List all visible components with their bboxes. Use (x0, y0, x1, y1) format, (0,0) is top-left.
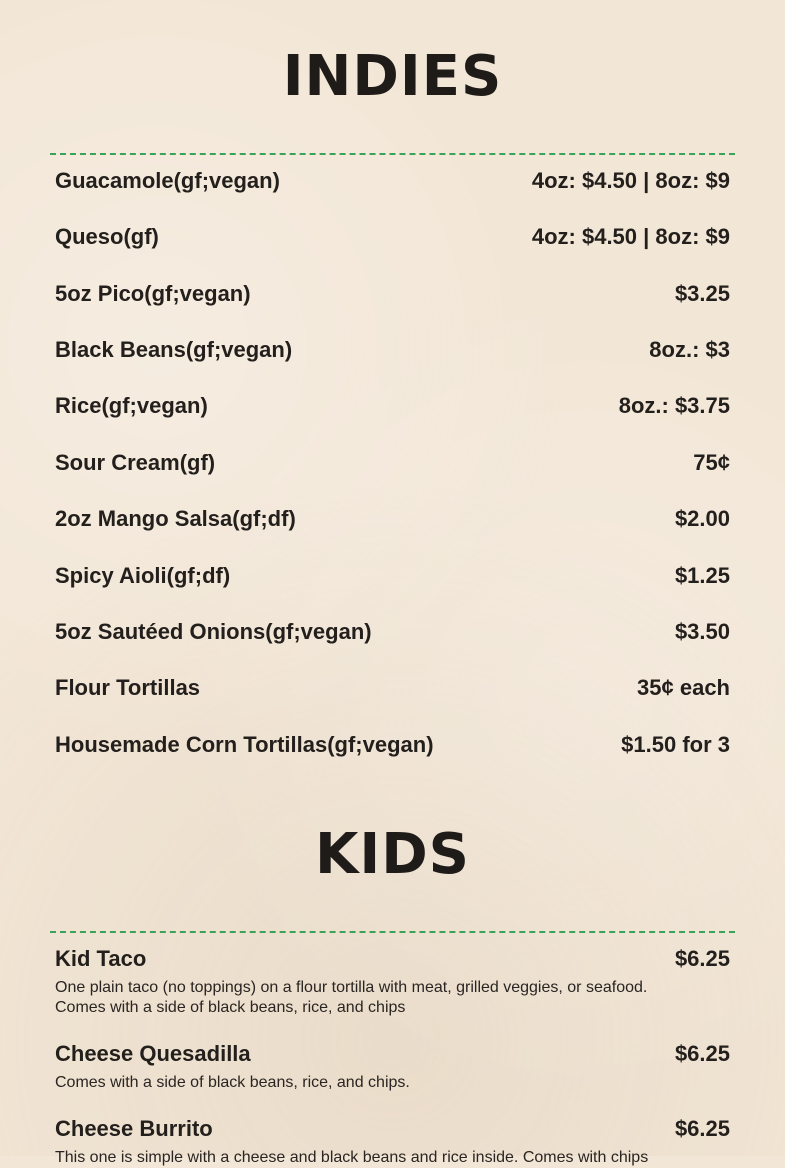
item-name: Sour Cream(gf) (55, 450, 216, 475)
menu-item (55, 619, 730, 645)
section-divider (50, 931, 735, 933)
item-price: $1.50 for 3 (621, 732, 730, 757)
menu-item (55, 675, 730, 701)
menu-item (55, 1041, 730, 1067)
item-name: Flour Tortillas (55, 675, 201, 700)
menu-item (55, 393, 730, 419)
section-divider (50, 153, 735, 155)
item-price: $1.25 (674, 563, 730, 588)
menu-item (55, 1116, 730, 1142)
menu-item (55, 337, 730, 363)
item-name: 5oz Sautéed Onions(gf;vegan) (55, 619, 372, 644)
menu-item (55, 506, 730, 532)
item-name: Rice(gf;vegan) (55, 393, 208, 418)
item-description: Comes with a side of black beans, rice, and chips. (55, 1074, 410, 1091)
section-title-kids: KIDS (314, 822, 471, 887)
menu-item (55, 168, 730, 194)
item-name: Cheese Quesadilla (55, 1041, 251, 1066)
menu-item (55, 732, 730, 758)
item-price: 8oz.: $3 (649, 337, 730, 362)
menu-item (55, 946, 730, 972)
item-price: 4oz: $4.50 | 8oz: $9 (531, 224, 730, 249)
item-name: 2oz Mango Salsa(gf;df) (55, 506, 296, 531)
menu-item (55, 224, 730, 250)
item-name: 5oz Pico(gf;vegan) (55, 281, 251, 306)
item-name: Kid Taco (55, 946, 147, 971)
item-price: $3.50 (674, 619, 730, 644)
item-price: 8oz.: $3.75 (618, 393, 730, 418)
item-price: $3.25 (674, 281, 730, 306)
section-title-sides: INDIES (282, 44, 503, 109)
menu-item (55, 281, 730, 307)
item-price: $6.25 (674, 946, 730, 971)
item-price: 4oz: $4.50 | 8oz: $9 (531, 168, 730, 193)
item-price: $6.25 (674, 1116, 730, 1141)
menu-item (55, 450, 730, 476)
item-price: 75¢ (693, 450, 730, 475)
item-name: Housemade Corn Tortillas(gf;vegan) (55, 732, 434, 757)
item-name: Spicy Aioli(gf;df) (55, 563, 231, 588)
item-price: $6.25 (674, 1041, 730, 1066)
item-name: Guacamole(gf;vegan) (55, 168, 280, 193)
item-price: 35¢ each (637, 675, 730, 700)
item-description: One plain taco (no toppings) on a flour tortilla with meat, grilled veggies, or seafood. Comes with a side of black beans, rice, and chips (55, 979, 648, 1016)
item-description: This one is simple with a cheese and black beans and rice inside. Comes with chips (55, 1149, 649, 1166)
menu-item (55, 563, 730, 589)
item-name: Cheese Burrito (55, 1116, 213, 1141)
item-price: $2.00 (674, 506, 730, 531)
item-name: Black Beans(gf;vegan) (55, 337, 293, 362)
item-name: Queso(gf) (55, 224, 159, 249)
